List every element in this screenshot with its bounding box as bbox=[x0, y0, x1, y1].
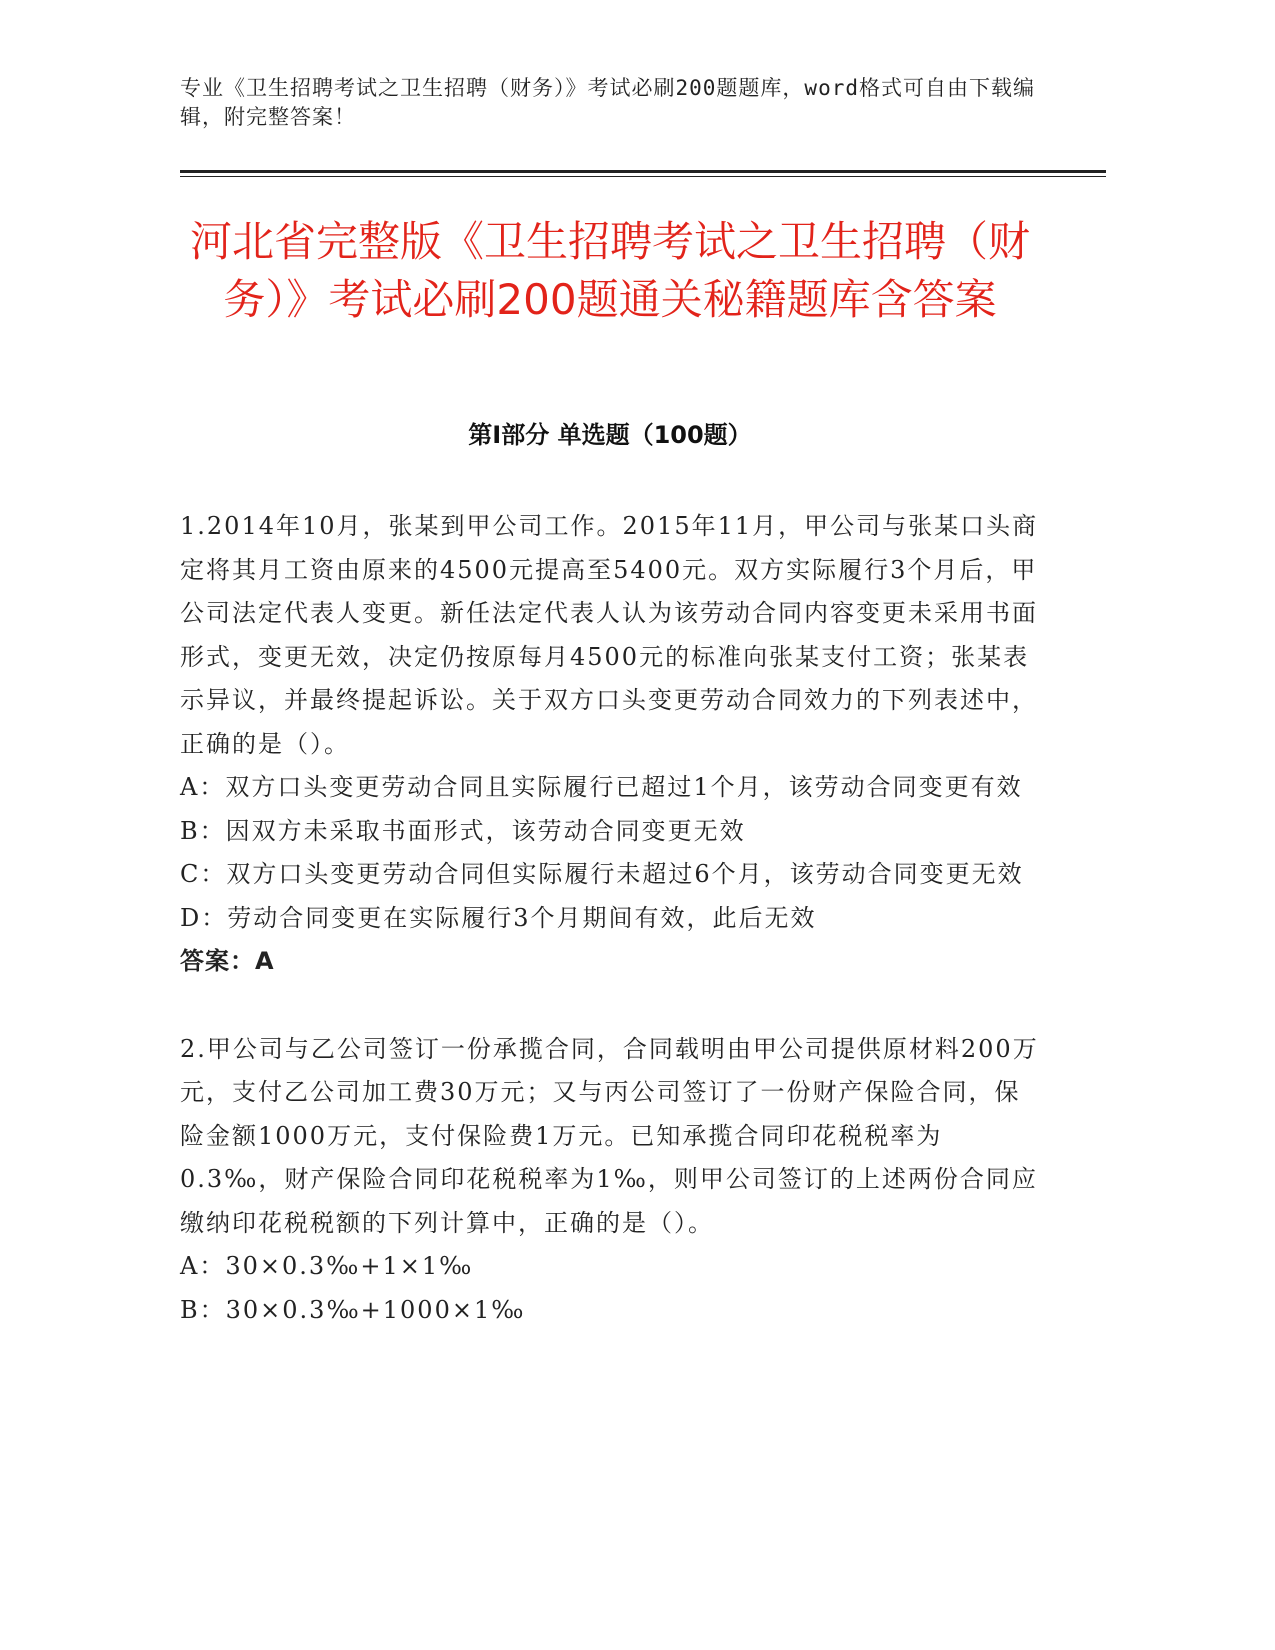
document-title: 河北省完整版《卫生招聘考试之卫生招聘（财务）》考试必刷200题通关秘籍题库含答案 bbox=[189, 217, 1030, 324]
question-spacer bbox=[180, 984, 1040, 1028]
question-2 bbox=[180, 1028, 1040, 1333]
section-heading: 第I部分 单选题（100题） bbox=[468, 421, 752, 449]
option-a: A：双方口头变更劳动合同且实际履行已超过1个月，该劳动合同变更有效 bbox=[180, 773, 1023, 801]
option-a: A：30×0.3‰+1×1‰ bbox=[180, 1252, 474, 1280]
question-stem: 1.2014年10月，张某到甲公司工作。2015年11月，甲公司与张某口头商定将其月工资由原来的4500元提高至5400元。双方实际履行3个月后，甲公司法定代表人变更。新任法定代表人认为该劳动合同内容变更未采用书面形式，变更无效，决定仍按原每月4500元的标准向张某支付工资；张某表示异议，并最终提起诉讼。关于双方口头变更劳动合同效力的下列表述中，正确的是（）。 bbox=[180, 512, 1039, 758]
option-d: D：劳动合同变更在实际履行3个月期间有效，此后无效 bbox=[180, 903, 817, 932]
question-stem: 2.甲公司与乙公司签订一份承揽合同，合同载明由甲公司提供原材料200万元，支付乙公司加工费30万元；又与丙公司签订了一份财产保险合同，保险金额1000万元，支付保险费1万元。已知承揽合同印花税税率为0.3‰，财产保险合同印花税税率为1‰，则甲公司签订的上述两份合同应缴纳印花税税额的下列计算中，正确的是（）。 bbox=[180, 1034, 1039, 1237]
answer-line: 答案：A bbox=[180, 947, 275, 975]
option-b: B：30×0.3‰+1000×1‰ bbox=[180, 1295, 526, 1324]
question-1 bbox=[180, 505, 1040, 984]
option-c: C：双方口头变更劳动合同但实际履行未超过6个月，该劳动合同变更无效 bbox=[180, 860, 1024, 888]
header-note: 专业《卫生招聘考试之卫生招聘（财务）》考试必刷200题题库，word格式可自由下载编辑，附完整答案！ bbox=[180, 76, 1035, 129]
question-list bbox=[180, 505, 1040, 1332]
option-b: B：因双方未采取书面形式，该劳动合同变更无效 bbox=[180, 816, 746, 845]
header-rule-thin bbox=[180, 176, 1106, 177]
header-rule-thick bbox=[180, 170, 1106, 173]
